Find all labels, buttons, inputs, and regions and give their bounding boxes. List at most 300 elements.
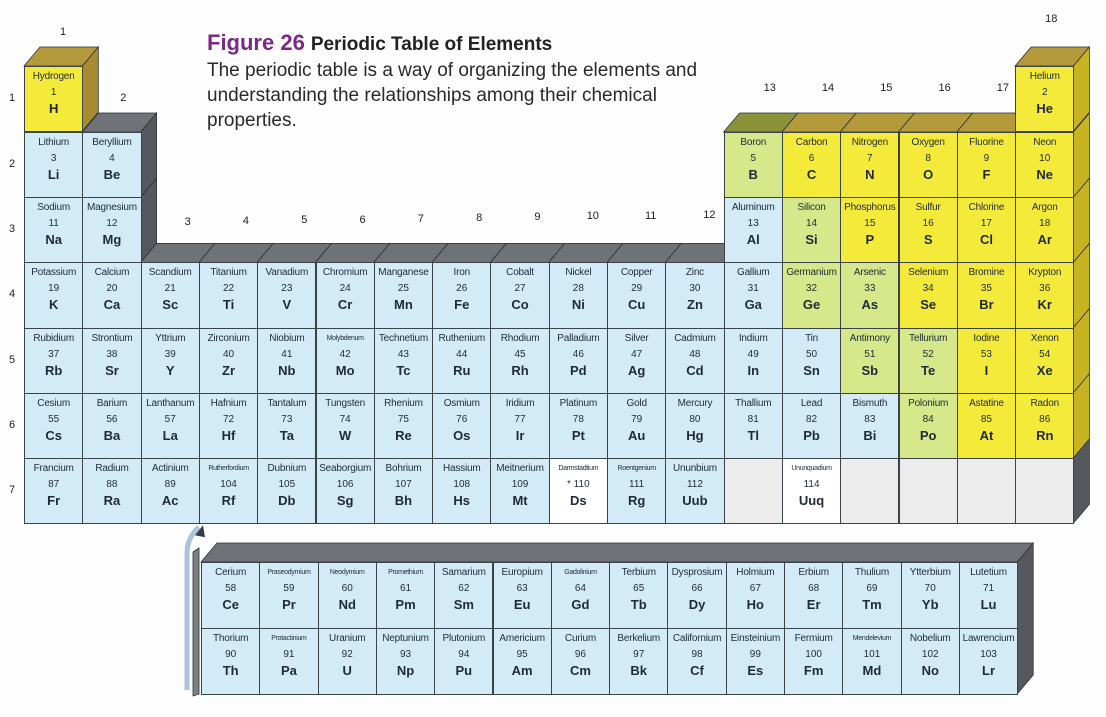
- element-symbol: Zn: [687, 297, 703, 313]
- element-symbol: No: [921, 663, 939, 678]
- element-symbol: Cu: [627, 297, 646, 313]
- element-symbol: B: [748, 167, 758, 182]
- element-cell-empty: [957, 458, 1016, 524]
- element-name: Silver: [624, 332, 649, 344]
- atomic-number: 94: [458, 649, 470, 660]
- atomic-number: 42: [339, 348, 351, 360]
- element-cell-terbium: [609, 562, 668, 629]
- element-name: Aluminum: [731, 202, 775, 214]
- atomic-number: 2: [1041, 87, 1048, 98]
- element-name: Titanium: [210, 267, 247, 279]
- atomic-number: 66: [691, 583, 703, 594]
- element-symbol: Sb: [861, 362, 879, 378]
- element-name: Iron: [453, 267, 470, 279]
- element-cell-praseodymium: [259, 562, 318, 629]
- element-cell-indium: [724, 328, 783, 394]
- element-cell-berkelium: [609, 628, 668, 695]
- element-name: Nickel: [565, 267, 592, 279]
- atomic-number: 89: [164, 479, 176, 490]
- atomic-number: 27: [514, 283, 526, 295]
- element-symbol: O: [923, 167, 934, 182]
- element-cell-barium: [82, 393, 141, 459]
- element-cell-uranium: [318, 628, 377, 695]
- element-cell-tungsten: [316, 393, 375, 459]
- element-cell-ruthenium: [432, 328, 491, 394]
- atomic-number: 111: [629, 479, 645, 490]
- period-label-3: 3: [9, 223, 16, 236]
- atomic-number: 26: [456, 283, 468, 295]
- element-name: Europium: [501, 567, 543, 578]
- element-cell-hafnium: [199, 393, 258, 459]
- element-symbol: Am: [511, 663, 533, 678]
- atomic-number: 65: [633, 583, 645, 594]
- atomic-number: 56: [106, 413, 118, 425]
- element-symbol: Rh: [511, 362, 529, 378]
- element-symbol: Hg: [686, 427, 704, 443]
- atomic-number: 90: [225, 649, 237, 660]
- atomic-number: 101: [863, 649, 881, 660]
- element-symbol: Fr: [47, 493, 61, 508]
- element-symbol: Dy: [688, 597, 706, 612]
- element-name: Vanadium: [265, 267, 309, 279]
- element-symbol: W: [339, 427, 352, 443]
- figure-caption: [207, 30, 727, 133]
- element-symbol: Fm: [803, 663, 824, 678]
- element-cell-cadmium: [665, 328, 724, 394]
- element-name: Zinc: [685, 267, 704, 279]
- element-name: Helium: [1029, 71, 1060, 82]
- element-cell-gadolinium: [551, 562, 610, 629]
- element-cell-francium: [24, 458, 83, 524]
- element-symbol: Yb: [921, 597, 939, 612]
- element-name: Sodium: [37, 202, 70, 214]
- element-symbol: Al: [746, 232, 760, 248]
- element-name: Beryllium: [92, 137, 132, 148]
- atomic-number: 82: [805, 413, 818, 425]
- element-cell-einsteinium: [726, 628, 785, 695]
- group-label-11: 11: [645, 209, 657, 222]
- element-cell-dysprosium: [667, 562, 726, 629]
- element-cell-samarium: [434, 562, 493, 629]
- element-symbol: Th: [222, 663, 239, 678]
- atomic-number: 29: [631, 283, 643, 295]
- atomic-number: 77: [514, 413, 526, 425]
- fblock-edge: [193, 548, 199, 696]
- element-cell-manganese: [374, 262, 433, 328]
- element-name: Magnesium: [87, 202, 137, 214]
- element-symbol: Pb: [803, 427, 820, 443]
- element-symbol: Nb: [278, 362, 296, 378]
- atomic-number: 96: [574, 649, 586, 660]
- group-label-10: 10: [586, 210, 599, 223]
- element-cell-germanium: [782, 262, 841, 328]
- element-symbol: Ge: [802, 297, 821, 313]
- element-cell-gallium: [724, 262, 783, 328]
- element-name: Hassium: [442, 463, 481, 474]
- element-symbol: Cm: [569, 663, 591, 678]
- element-cell-vanadium: [257, 262, 316, 328]
- element-name: Praseodymium: [267, 569, 311, 576]
- figure-number: Figure 26: [207, 30, 305, 55]
- element-cell-dubnium: [257, 458, 316, 524]
- atomic-number: 92: [341, 649, 353, 660]
- element-cell-erbium: [784, 562, 843, 629]
- element-cell-antimony: [840, 328, 899, 394]
- element-cell-phosphorus: [840, 197, 899, 263]
- element-cell-empty: [840, 458, 899, 524]
- element-cell-aluminum: [724, 197, 783, 263]
- element-symbol: Au: [627, 427, 646, 443]
- element-cell-hassium: [432, 458, 491, 524]
- element-symbol: La: [162, 427, 178, 443]
- element-name: Tantalum: [267, 397, 307, 409]
- element-cell-yttrium: [141, 328, 200, 394]
- element-symbol: K: [48, 297, 59, 313]
- element-symbol: Re: [395, 427, 412, 443]
- element-cell-plutonium: [434, 628, 493, 695]
- element-symbol: Ho: [746, 597, 764, 612]
- element-name: Lead: [800, 397, 823, 409]
- atomic-number: 71: [982, 583, 995, 594]
- element-symbol: U: [342, 663, 352, 678]
- atomic-number: 60: [341, 583, 353, 594]
- element-name: Yttrium: [155, 332, 186, 344]
- element-cell-mendelevium: [842, 628, 901, 695]
- element-cell-curium: [551, 628, 610, 695]
- atomic-number: 67: [749, 583, 761, 594]
- atomic-number: 5: [750, 153, 757, 164]
- element-symbol: Os: [453, 427, 471, 443]
- atomic-number: 86: [1039, 413, 1051, 425]
- element-cell-europium: [493, 562, 552, 629]
- atomic-number: 36: [1039, 283, 1051, 295]
- atomic-number: 10: [1039, 153, 1051, 164]
- element-symbol: In: [747, 362, 760, 378]
- element-name: Technetium: [378, 332, 429, 344]
- element-symbol: Se: [920, 297, 937, 313]
- element-cell-meitnerium: [490, 458, 549, 524]
- element-symbol: Ba: [103, 427, 121, 443]
- atomic-number: 13: [747, 218, 759, 230]
- element-name: Americium: [499, 633, 545, 644]
- fblock-side-face: [1017, 543, 1033, 694]
- element-symbol: Rb: [44, 362, 63, 378]
- element-cell-silver: [607, 328, 666, 394]
- element-symbol: Ti: [222, 297, 235, 313]
- element-symbol: At: [979, 427, 994, 443]
- element-name: Polonium: [908, 397, 949, 409]
- element-cell-fermium: [784, 628, 843, 695]
- element-cell-magnesium: [82, 197, 141, 263]
- atomic-number: 106: [336, 479, 354, 490]
- atomic-number: 51: [864, 348, 876, 360]
- group-label-8: 8: [476, 212, 483, 224]
- atomic-number: 17: [980, 218, 992, 230]
- element-symbol: Cf: [690, 663, 704, 678]
- element-cell-promethium: [376, 562, 435, 629]
- element-name: Meitnerium: [496, 463, 544, 474]
- element-cell-calcium: [82, 262, 141, 328]
- atomic-number: 53: [980, 348, 992, 360]
- element-name: Tungsten: [325, 397, 366, 409]
- element-name: Terbium: [621, 567, 656, 578]
- element-cell-americium: [493, 628, 552, 695]
- element-symbol: Bk: [630, 663, 648, 678]
- element-name: Zirconium: [207, 332, 250, 344]
- atomic-number: 69: [866, 583, 878, 594]
- element-symbol: Pm: [395, 597, 416, 612]
- element-cell-mercury: [665, 393, 724, 459]
- element-symbol: Pu: [455, 663, 473, 678]
- atomic-number: 11: [48, 218, 59, 230]
- atomic-number: 7: [867, 153, 873, 164]
- element-cell-osmium: [432, 393, 491, 459]
- element-cell-thorium: [201, 628, 260, 695]
- element-name: Hafnium: [210, 397, 247, 409]
- element-name: Manganese: [378, 267, 429, 279]
- atomic-number: 100: [805, 649, 822, 660]
- element-name: Copper: [620, 267, 653, 279]
- atomic-number: 55: [48, 413, 60, 425]
- element-cell-beryllium: [82, 132, 141, 198]
- element-cell-tellurium: [899, 328, 958, 394]
- group-label-15: 15: [880, 82, 893, 94]
- element-name: Nitrogen: [851, 137, 888, 148]
- element-cell-iron: [432, 262, 491, 328]
- element-cell-tantalum: [257, 393, 316, 459]
- element-cell-bohrium: [374, 458, 433, 524]
- atomic-number: 109: [511, 479, 529, 490]
- atomic-number: 84: [922, 413, 934, 425]
- atomic-number: 102: [921, 649, 939, 660]
- element-cell-neodymium: [318, 562, 377, 629]
- element-name: Gold: [626, 397, 647, 409]
- element-name: Platinum: [559, 397, 597, 409]
- element-name: Phosphorus: [844, 202, 896, 214]
- atomic-number: 48: [689, 348, 701, 360]
- atomic-number: 79: [631, 413, 643, 425]
- element-symbol: Np: [396, 663, 415, 678]
- element-name: Tin: [805, 332, 818, 344]
- atomic-number: 47: [631, 348, 643, 360]
- element-cell-copper: [607, 262, 666, 328]
- element-cell-niobium: [257, 328, 316, 394]
- element-symbol: Tm: [862, 597, 882, 612]
- element-symbol: Mo: [335, 362, 355, 378]
- element-cell-chlorine: [957, 197, 1016, 263]
- element-name: Ununquadium: [791, 465, 832, 472]
- element-symbol: Ru: [453, 362, 471, 378]
- element-cell-thulium: [842, 562, 901, 629]
- atomic-number: 18: [1039, 218, 1051, 230]
- element-name: Strontium: [91, 332, 133, 344]
- element-cell-platinum: [549, 393, 608, 459]
- element-symbol: Si: [805, 232, 818, 248]
- element-cell-nickel: [549, 262, 608, 328]
- element-name: Tellurium: [909, 332, 948, 344]
- element-name: Roentgenium: [617, 465, 656, 472]
- group-label-13: 13: [763, 82, 776, 94]
- element-symbol: Hf: [221, 427, 236, 443]
- element-name: Bohrium: [385, 463, 422, 474]
- group-label-14: 14: [821, 82, 835, 94]
- element-name: Iodine: [973, 332, 1000, 344]
- element-symbol: Er: [806, 597, 821, 612]
- element-symbol: Db: [278, 493, 296, 508]
- element-name: Lutetium: [970, 567, 1007, 578]
- group-label-9: 9: [534, 211, 541, 224]
- group-label-18: 18: [1045, 13, 1058, 25]
- element-name: Promethium: [388, 569, 423, 576]
- element-name: Astatine: [969, 397, 1004, 409]
- element-name: Cerium: [215, 567, 247, 578]
- atomic-number: 33: [864, 283, 876, 295]
- element-cell-potassium: [24, 262, 83, 328]
- element-cell-darmstadtium: [549, 458, 608, 524]
- atomic-number: 34: [922, 283, 934, 295]
- element-name: Indium: [738, 332, 768, 344]
- atomic-number: 22: [222, 283, 235, 295]
- element-symbol: Te: [921, 362, 936, 378]
- element-symbol: Nd: [338, 597, 356, 612]
- element-name: Chromium: [322, 267, 368, 279]
- element-name: Einsteinium: [730, 633, 781, 644]
- atomic-number: 31: [747, 283, 759, 295]
- element-cell-chromium: [316, 262, 375, 328]
- element-symbol: Ir: [515, 427, 525, 443]
- atomic-number: 6: [808, 153, 815, 164]
- element-name: Thulium: [854, 567, 890, 578]
- atomic-number: 14: [805, 218, 818, 230]
- element-name: Dubnium: [267, 463, 307, 474]
- element-symbol: Br: [979, 297, 994, 313]
- atomic-number: 54: [1039, 348, 1051, 360]
- element-symbol: I: [984, 362, 989, 378]
- period-label-1: 1: [9, 92, 16, 104]
- element-cell-radon: [1015, 393, 1074, 459]
- element-name: Neon: [1033, 137, 1057, 148]
- figure-description: The periodic table is a way of organizing the elements and understanding the relationships among their chemical properties.: [207, 60, 698, 131]
- element-name: Barium: [96, 397, 128, 409]
- atomic-number: 20: [106, 283, 118, 295]
- atomic-number: 105: [278, 479, 296, 490]
- atomic-number: 44: [456, 348, 468, 360]
- element-name: Lawrencium: [962, 633, 1015, 644]
- element-symbol: Rf: [221, 493, 236, 508]
- element-symbol: Lu: [980, 597, 997, 612]
- fblock-top-face: [201, 543, 1033, 562]
- atomic-number: 98: [691, 649, 703, 660]
- element-symbol: As: [861, 297, 879, 313]
- element-name: Argon: [1031, 202, 1058, 214]
- element-name: Uranium: [329, 633, 366, 644]
- element-cell-actinium: [141, 458, 200, 524]
- element-cell-tin: [782, 328, 841, 394]
- element-symbol: C: [806, 167, 817, 182]
- atomic-number: 73: [281, 413, 293, 425]
- element-cell-lithium: [24, 132, 83, 198]
- atomic-number: 107: [395, 479, 412, 490]
- group-label-1: 1: [60, 26, 67, 38]
- element-cell-neptunium: [376, 628, 435, 695]
- element-symbol: Rg: [627, 493, 646, 508]
- atomic-number: 93: [399, 649, 412, 660]
- group-label-4: 4: [242, 215, 250, 228]
- element-name: Seaborgium: [319, 463, 372, 474]
- atomic-number: 68: [808, 583, 820, 594]
- element-name: Darmstadtium: [558, 465, 599, 472]
- element-symbol: Rn: [1036, 427, 1054, 443]
- element-symbol: Mn: [394, 297, 413, 313]
- atomic-number: 64: [574, 583, 586, 594]
- element-symbol: Xe: [1036, 362, 1053, 378]
- element-cell-rutherfordium: [199, 458, 258, 524]
- element-name: Cesium: [37, 397, 70, 409]
- element-name: Osmium: [443, 397, 480, 409]
- atomic-number: 50: [805, 348, 818, 360]
- element-name: Berkelium: [617, 633, 661, 644]
- element-cell-zirconium: [199, 328, 258, 394]
- atomic-number: 59: [283, 583, 295, 594]
- element-name: Gadolinium: [564, 569, 597, 576]
- element-name: Ytterbium: [909, 567, 951, 578]
- element-symbol: Ta: [279, 427, 294, 443]
- group-label-6: 6: [359, 213, 366, 226]
- element-cell-krypton: [1015, 262, 1074, 328]
- element-name: Francium: [33, 463, 74, 474]
- element-cell-lead: [782, 393, 841, 459]
- element-cell-iodine: [957, 328, 1016, 394]
- group-label-16: 16: [938, 82, 951, 94]
- element-symbol: Zr: [222, 362, 236, 378]
- element-symbol: Cl: [979, 232, 993, 248]
- element-symbol: Be: [103, 167, 121, 182]
- element-symbol: Sn: [803, 362, 820, 378]
- atomic-number: 87: [48, 479, 60, 490]
- atomic-number: 114: [803, 479, 820, 490]
- element-name: Plutonium: [442, 633, 486, 644]
- element-symbol: F: [982, 167, 991, 182]
- atomic-number: 57: [164, 413, 176, 425]
- element-name: Ununbium: [672, 463, 717, 474]
- element-cell-iridium: [490, 393, 549, 459]
- element-symbol: Gd: [571, 597, 590, 612]
- figure-heading: Periodic Table of Elements: [310, 34, 553, 55]
- element-cell-cobalt: [490, 262, 549, 328]
- element-symbol: Ag: [627, 362, 646, 378]
- element-name: Cobalt: [506, 267, 534, 279]
- element-name: Nobelium: [909, 633, 951, 644]
- atomic-number: 1: [50, 87, 57, 98]
- element-cell-protactinium: [259, 628, 318, 695]
- element-symbol: Pt: [571, 427, 585, 443]
- element-symbol: Po: [919, 427, 937, 443]
- period-label-5: 5: [9, 353, 16, 366]
- element-symbol: Ra: [103, 493, 121, 508]
- element-name: Gallium: [736, 267, 770, 279]
- element-name: Hydrogen: [32, 71, 75, 82]
- atomic-number: 112: [686, 479, 703, 490]
- element-name: Calcium: [94, 267, 130, 279]
- element-symbol: Mg: [102, 232, 122, 248]
- element-symbol: Sc: [162, 297, 179, 313]
- atomic-number: 15: [864, 218, 876, 230]
- element-symbol: Eu: [513, 597, 531, 612]
- element-symbol: Uub: [682, 493, 708, 508]
- atomic-number: 46: [572, 348, 584, 360]
- element-cell-californium: [667, 628, 726, 695]
- element-symbol: Sg: [336, 493, 354, 508]
